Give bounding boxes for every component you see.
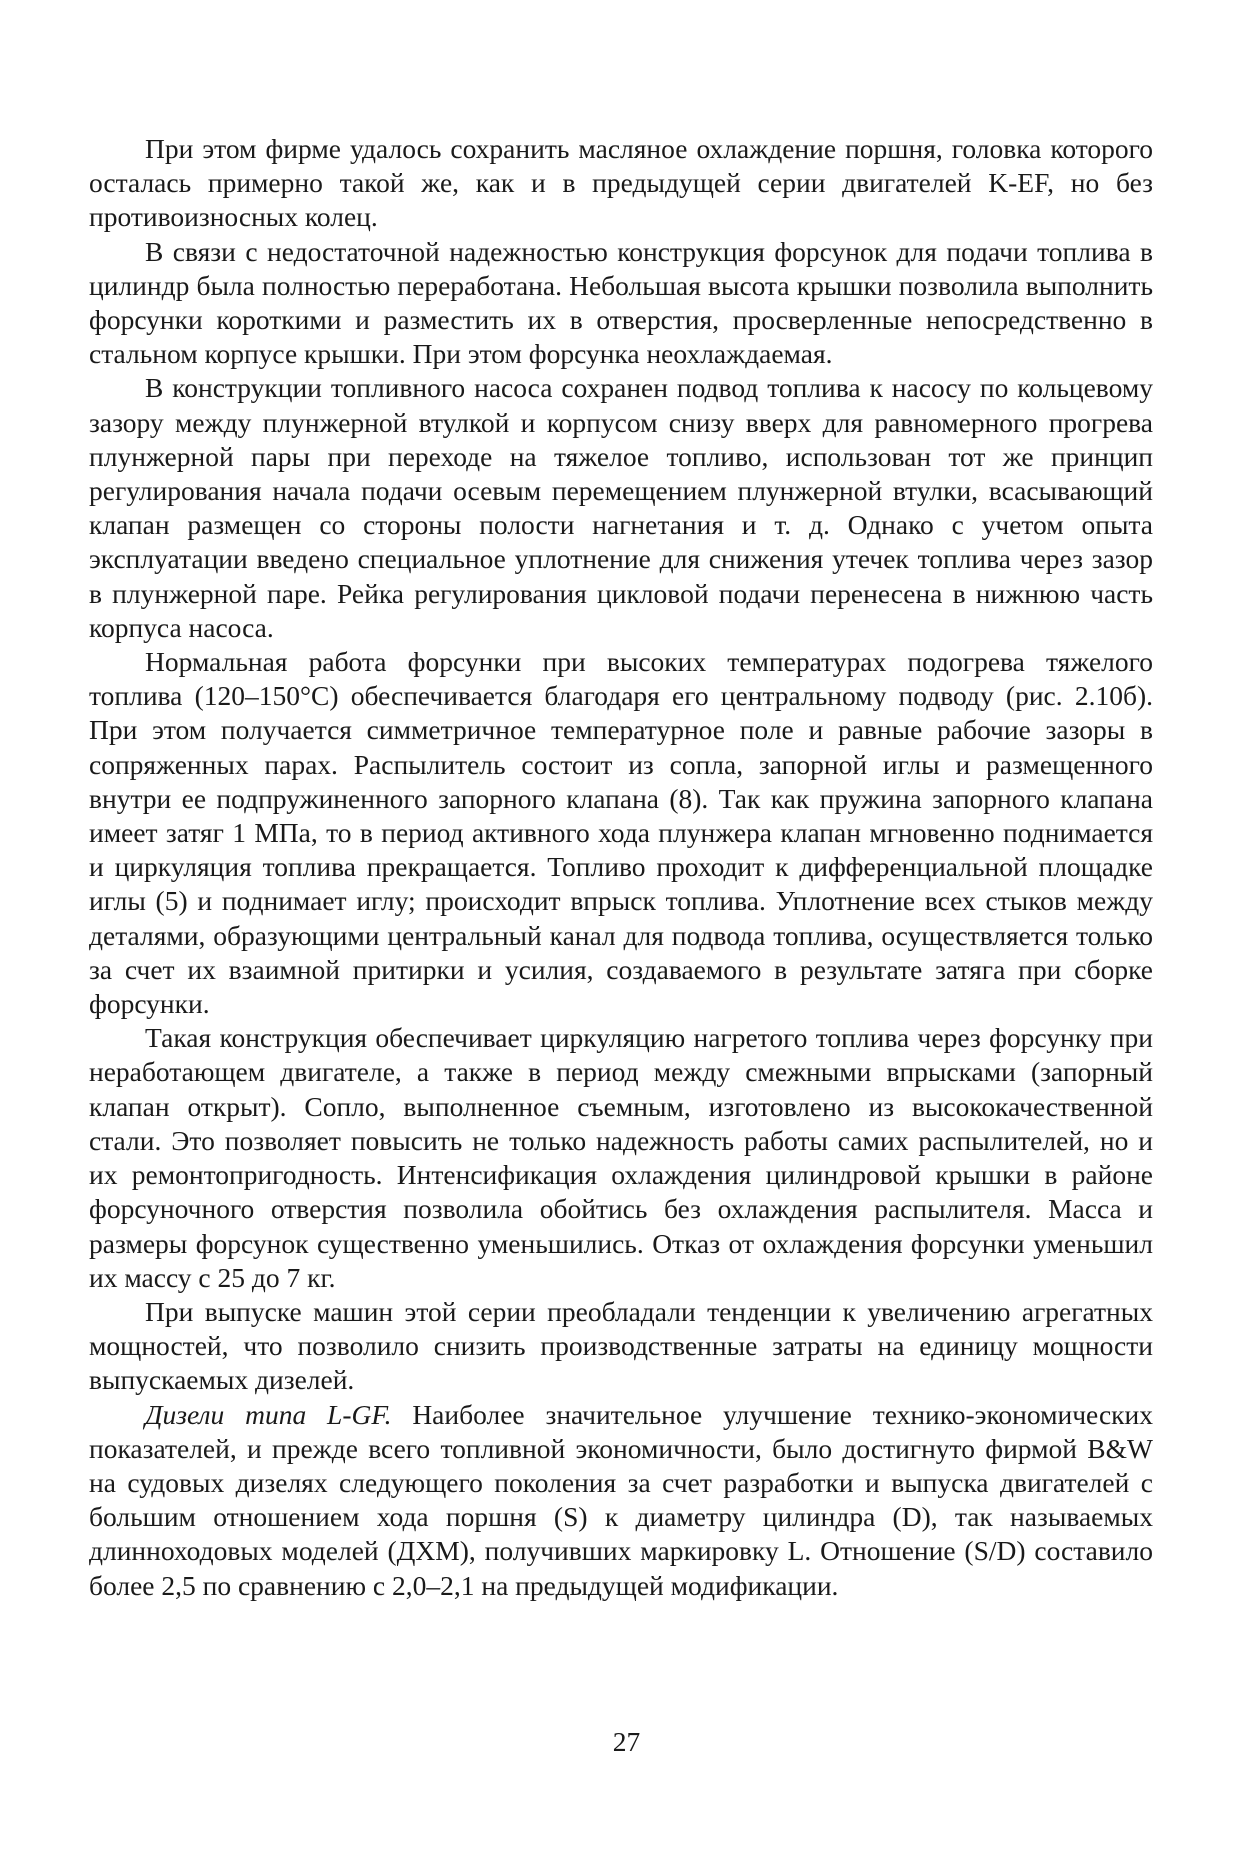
paragraph-text: При этом фирме удалось сохранить масляное охлаждение поршня, головка которого осталась примерно такой же, как и в предыдущей серии двигателей K-EF, но без противоизносных колец.: [89, 133, 1153, 233]
section-runin-heading: Дизели типа L-GF.: [145, 1398, 392, 1430]
paragraph-production: [89, 1295, 1153, 1398]
paragraph-l-gf-engines: [89, 1398, 1153, 1603]
paragraph-injector-operation: [89, 645, 1153, 1021]
page-body: [89, 132, 1153, 1603]
paragraph-text: Нормальная работа форсунки при высоких температурах подогрева тяжелого топлива (120–150°C) обеспечивается благодаря его центральному подводу (рис. 2.10б). При этом получается симметричное температурное поле и равные рабочие зазоры в сопряженных парах. Распылитель состоит из сопла, запорной иглы и размещенного внутри ее подпружиненного запорного клапана (8). Так как пружина запорного клапана имеет затяг 1 МПа, то в период активного хода плунжера клапан мгновенно поднимается и циркуляция топлива прекращается. Топливо проходит к дифференциальной площадке иглы (5) и поднимает иглу; происходит впрыск топлива. Уплотнение всех стыков между деталями, образующими центральный канал для подвода топлива, осуществляется только за счет их взаимной притирки и усилия, создаваемого в результате затяга при сборке форсунки.: [89, 646, 1153, 1020]
paragraph-text: Наиболее значительное улучшение технико-экономических показателей, и прежде всего топливной экономичности, было достигнуто фирмой B&W на судовых дизелях следующего поколения за счет разработки и выпуска двигателей с большим отношением хода поршня (S) к диаметру цилиндра (D), так называемых длинноходовых моделей (ДХМ), получивших маркировку L. Отношение (S/D) составило более 2,5 по сравнению с 2,0–2,1 на предыдущей модификации.: [89, 1398, 1153, 1601]
paragraph-text: При выпуске машин этой серии преобладали тенденции к увеличению агрегатных мощностей, что позволило снизить производственные затраты на единицу мощности выпускаемых дизелей.: [89, 1295, 1153, 1396]
paragraph-text: Такая конструкция обеспечивает циркуляцию нагретого топлива через форсунку при неработающем двигателе, а также в период между смежными впрысками (запорный клапан открыт). Сопло, выполненное съемным, изготовлено из высококачественной стали. Это позволяет повысить не только надежность работы самих распылителей, но и их ремонтопригодность. Интенсификация охлаждения цилиндровой крышки в районе форсуночного отверстия позволила обойтись без охлаждения распылителя. Масса и размеры форсунок существенно уменьшились. Отказ от охлаждения форсунки уменьшил их массу с 25 до 7 кг.: [89, 1022, 1153, 1293]
paragraph-text: В конструкции топливного насоса сохранен подвод топлива к насосу по кольцевому зазору между плунжерной втулкой и корпусом снизу вверх для равномерного прогрева плунжерной пары при переходе на тяжелое топливо, использован тот же принцип регулирования начала подачи осевым перемещением плунжерной втулки, всасывающий клапан размещен со стороны полости нагнетания и т. д. Однако с учетом опыта эксплуатации введено специальное уплотнение для снижения утечек топлива через зазор в плунжерной паре. Рейка регулирования цикловой подачи перенесена в нижнюю часть корпуса насоса.: [89, 372, 1153, 643]
paragraph-injector-design: [89, 235, 1153, 372]
paragraph-text: В связи с недостаточной надежностью конструкция форсунок для подачи топлива в цилиндр была полностью переработана. Небольшая высота крышки позволила выполнить форсунки короткими и разместить их в отверстия, просверленные непосредственно в стальном корпусе крышки. При этом форсунка неохлаждаемая.: [89, 235, 1153, 370]
paragraph-piston-cooling: [89, 132, 1153, 235]
page-number: 27: [612, 1726, 641, 1757]
paragraph-fuel-pump: [89, 371, 1153, 645]
paragraph-circulation: [89, 1021, 1153, 1295]
